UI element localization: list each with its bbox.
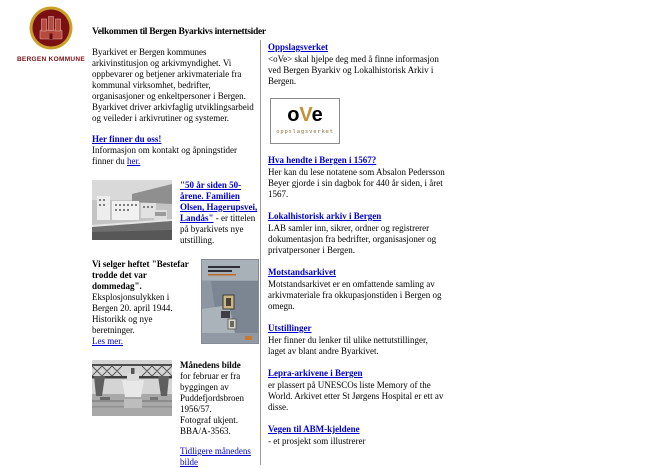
month-image-ref: BBA/A-3563. (180, 426, 231, 436)
find-us-block (92, 134, 259, 167)
lepra-arkivene-link[interactable]: Lepra-arkivene i Bergen (268, 368, 363, 378)
intro-paragraph: Byarkivet er Bergen kommunes arkivinstitusjon og arkivmyndighet. Vi oppbevarer og betjener arkivmateriale fra kommunal virksomhet, bedrifter, organisasjoner og enkeltpersoner i Bergen. Byarkivet driver arkivfaglig utviklingsarbeid og veileder i arkivrutiner og systemer. (92, 47, 254, 123)
section-oppslagsverket (268, 42, 445, 87)
month-image-text (180, 360, 259, 468)
utstillinger-link[interactable]: Utstillinger (268, 323, 312, 333)
links-column (268, 42, 445, 458)
month-image-title: Månedens bilde (180, 360, 241, 370)
section-body: - et prosjekt som illustrerer (268, 436, 366, 446)
landas-street-photo[interactable] (92, 180, 172, 240)
section-lokalhistorisk (268, 211, 445, 256)
hva-hendte-1567-link[interactable]: Hva hendte i Bergen i 1567? (268, 155, 377, 165)
booklet-body: Eksplosjonsulykken i Bergen 20. april 1944. Historikk og nye beretninger. (92, 292, 173, 335)
exhibition-row (92, 180, 259, 246)
exhibition-text (180, 180, 259, 246)
section-body: <oVe> skal hjelpe deg med å finne informasjon ved Bergen Byarkiv og Lokalhistorisk Arkiv i Bergen. (268, 54, 439, 86)
les-mer-link[interactable]: Les mer. (92, 336, 123, 346)
contact-here-link[interactable]: her. (127, 156, 141, 166)
section-abm (268, 424, 445, 447)
month-image-row (92, 360, 259, 468)
ove-wordmark: oVe (287, 103, 323, 126)
logo-label: BERGEN KOMMUNE (16, 56, 86, 63)
exhibition-tail: - er tittelen på byarkivets nye utstilling. (180, 213, 256, 245)
section-motstandsarkivet (268, 267, 445, 312)
puddefjord-bridge-photo[interactable] (92, 360, 172, 416)
exhibition-link[interactable]: "50 år siden 50-årene. Familien Olsen, Hagerupsvei, Landås" (180, 180, 258, 223)
lokalhistorisk-arkiv-link[interactable]: Lokalhistorisk arkiv i Bergen (268, 211, 382, 221)
section-body: Her kan du lese notatene som Absalon Pedersson Beyer gjorde i sin dagbok for 440 år siden, i året 1567. (268, 167, 445, 199)
section-body: LAB samler inn, sikrer, ordner og registrerer dokumentasjon fra bedrifter, organisasjoner og privatpersoner i Bergen. (268, 223, 437, 255)
section-lepra (268, 368, 445, 413)
oppslagsverket-link[interactable]: Oppslagsverket (268, 42, 329, 52)
month-image-body: for februar er fra byggingen av Puddefjordsbroen 1956/57. (180, 371, 244, 414)
section-body: Motstandsarkivet er en omfattende samling av arkivmateriale fra okkupasjonstiden i Bergen og omegn. (268, 279, 442, 311)
section-body: er plassert på UNESCOs liste Memory of the World. Arkivet etter St Jørgens Hospital er ett av disse. (268, 380, 444, 412)
booklet-title: Vi selger heftet "Bestefar trodde det var dommedag". (92, 259, 189, 291)
city-seal-icon (29, 6, 73, 50)
booklet-row (92, 259, 259, 347)
bergen-kommune-logo (16, 6, 86, 64)
month-image-credit: Fotograf ukjent. (180, 415, 238, 425)
booklet-text (92, 259, 193, 347)
booklet-cover-image[interactable] (201, 259, 259, 344)
motstandsarkivet-link[interactable]: Motstandsarkivet (268, 267, 336, 277)
previous-month-images-link[interactable]: Tidligere månedens bilde (180, 446, 251, 467)
section-utstillinger (268, 323, 445, 357)
contact-text: Informasjon om kontakt og åpningstider finner du (92, 145, 237, 166)
ove-logo[interactable] (270, 98, 340, 144)
find-us-link[interactable]: Her finner du oss! (92, 134, 162, 144)
ove-caption: oppslagsverket (276, 128, 334, 135)
main-column (92, 26, 266, 468)
column-divider (260, 40, 261, 465)
page-title: Velkommen til Bergen Byarkivs internettsider (92, 27, 266, 37)
section-1567 (268, 155, 445, 200)
abm-kjeldene-link[interactable]: Vegen til ABM-kjeldene (268, 424, 360, 434)
section-body: Her finner du lenker til ulike nettutstillinger, laget av blant andre Byarkivet. (268, 335, 428, 356)
